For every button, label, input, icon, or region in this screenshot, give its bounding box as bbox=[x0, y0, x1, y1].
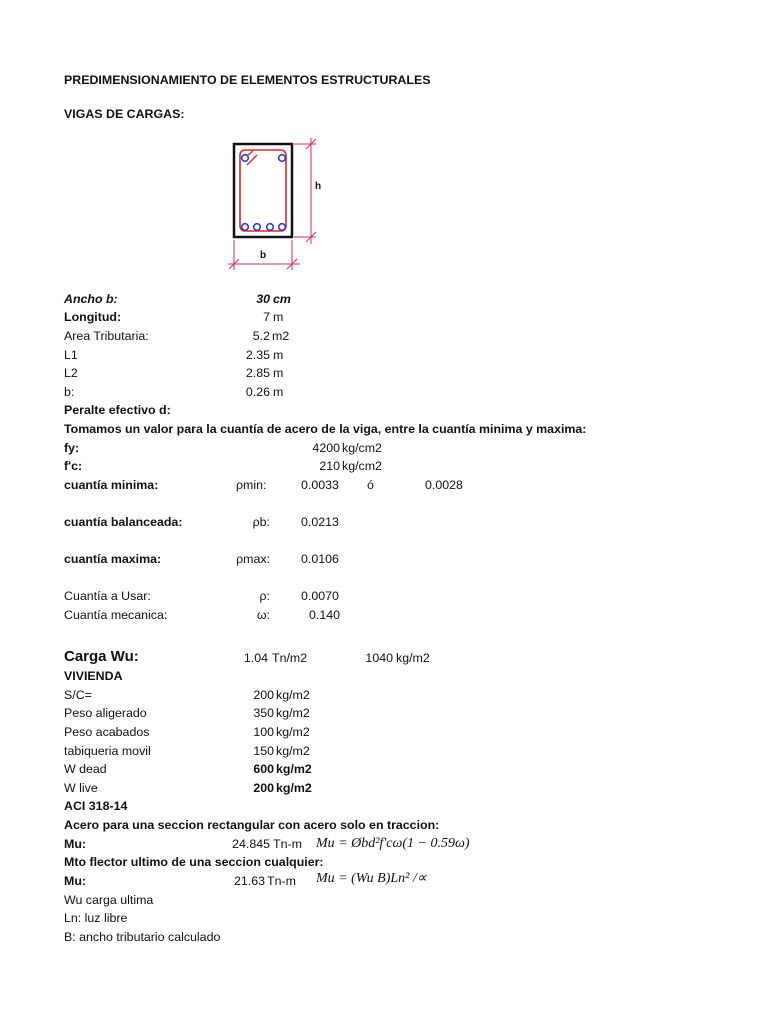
load-item-value: 100 bbox=[253, 725, 274, 739]
rebar-bottom bbox=[242, 224, 249, 231]
carga-wu-unit-tn: Tn/m2 bbox=[272, 651, 308, 665]
load-item-unit: kg/m2 bbox=[276, 744, 310, 758]
longitud-unit: m bbox=[273, 310, 284, 324]
cuantia-maxima-label: cuantía maxima: bbox=[64, 552, 162, 566]
section-title: VIGAS DE CARGAS: bbox=[64, 107, 185, 121]
cuantia-mecanica-value: 0.140 bbox=[308, 608, 340, 622]
cuantia-maxima-value: 0.0106 bbox=[301, 552, 339, 566]
l2-label: L2 bbox=[64, 366, 78, 380]
load-item-label: tabiqueria movil bbox=[64, 744, 151, 758]
b-unit: m bbox=[273, 385, 284, 399]
w-dead-label: W dead bbox=[64, 762, 107, 776]
cuantia-minima-alt: 0.0028 bbox=[425, 478, 463, 492]
fc-value: 210 bbox=[319, 459, 340, 473]
w-dead-value: 600 bbox=[253, 762, 274, 776]
mu2-label: Mu: bbox=[64, 874, 87, 888]
carga-wu-label: Carga Wu: bbox=[64, 648, 139, 665]
height-label: h bbox=[315, 181, 322, 192]
flexure-formula: Mu = Øbd²f'cω(1 − 0.59ω) bbox=[316, 836, 470, 851]
load-item-label: Peso acabados bbox=[64, 725, 150, 739]
cuantia-minima-value: 0.0033 bbox=[301, 478, 339, 492]
area-tributaria-label: Area Tributaria: bbox=[64, 329, 149, 343]
acero-text: Acero para una seccion rectangular con acero solo en traccion: bbox=[64, 818, 440, 832]
w-dead-unit: kg/m2 bbox=[276, 762, 312, 776]
longitud-value: 7 bbox=[263, 310, 270, 324]
l1-value: 2.35 bbox=[245, 348, 270, 362]
mu1-label: Mu: bbox=[64, 837, 87, 851]
fy-value: 4200 bbox=[312, 441, 340, 455]
load-item-label: S/C= bbox=[64, 688, 92, 702]
omega-symbol: ω: bbox=[256, 608, 270, 622]
fc-unit: kg/cm2 bbox=[342, 459, 382, 473]
steel-intro: Tomamos un valor para la cuantía de acero de la viga, entre la cuantía minima y maxima: bbox=[64, 422, 587, 436]
load-item-unit: kg/m2 bbox=[276, 688, 310, 702]
ancho-b-unit: cm bbox=[273, 292, 291, 306]
longitud-label: Longitud: bbox=[64, 310, 122, 324]
b-label: b: bbox=[64, 385, 75, 399]
rebar-bottom bbox=[279, 224, 286, 231]
wu-definition: Wu carga ultima bbox=[64, 893, 154, 907]
load-item-unit: kg/m2 bbox=[276, 725, 310, 739]
rho-symbol: ρ: bbox=[259, 589, 270, 603]
carga-wu-value-tn: 1.04 bbox=[243, 651, 268, 665]
load-item-value: 150 bbox=[253, 744, 274, 758]
area-tributaria-value: 5.2 bbox=[252, 329, 270, 343]
area-tributaria-unit: m2 bbox=[272, 329, 290, 343]
fy-label: fy: bbox=[64, 441, 80, 455]
cuantia-balanceada-label: cuantía balanceada: bbox=[64, 515, 183, 529]
width-label: b bbox=[260, 250, 267, 261]
mu2-value: 21.63 bbox=[233, 874, 265, 888]
fc-label: f'c: bbox=[64, 459, 83, 473]
rho-max-symbol: ρmax: bbox=[236, 552, 270, 566]
load-item-label: Peso aligerado bbox=[64, 706, 147, 720]
rebar-top-right bbox=[279, 155, 286, 162]
ancho-b-value: 30 bbox=[256, 292, 270, 306]
b-value: 0.26 bbox=[245, 385, 270, 399]
rebar-bottom bbox=[267, 224, 274, 231]
ancho-b-label: Ancho b: bbox=[64, 292, 118, 306]
cuantia-usar-value: 0.0070 bbox=[301, 589, 339, 603]
beam-section-diagram bbox=[220, 136, 340, 276]
rho-b-symbol: ρb: bbox=[252, 515, 270, 529]
cuantia-minima-label: cuantía minima: bbox=[64, 478, 159, 492]
mu1-value: 24.845 bbox=[232, 837, 270, 851]
rho-min-symbol: ρmin: bbox=[236, 478, 267, 492]
w-live-value: 200 bbox=[253, 781, 274, 795]
peralte-label: Peralte efectivo d: bbox=[64, 403, 171, 417]
or-text: ó bbox=[367, 478, 374, 492]
w-live-unit: kg/m2 bbox=[276, 781, 312, 795]
fy-unit: kg/cm2 bbox=[342, 441, 382, 455]
mu1-unit: Tn-m bbox=[273, 837, 302, 851]
ln-definition: Ln: luz libre bbox=[64, 911, 128, 925]
code-reference: ACI 318-14 bbox=[64, 799, 128, 813]
load-item-value: 200 bbox=[253, 688, 274, 702]
w-live-label: W live bbox=[64, 781, 98, 795]
load-item-unit: kg/m2 bbox=[276, 706, 310, 720]
mu2-unit: Tn-m bbox=[267, 874, 296, 888]
moment-formula: Mu = (Wu B)Ln² /∝ bbox=[316, 871, 427, 886]
rebar-bottom bbox=[254, 224, 261, 231]
l2-value: 2.85 bbox=[245, 366, 270, 380]
cuantia-usar-label: Cuantía a Usar: bbox=[64, 589, 151, 603]
mto-text: Mto flector ultimo de una seccion cualquier: bbox=[64, 855, 324, 869]
carga-wu-value-kg: 1040 bbox=[365, 651, 393, 665]
vivienda-label: VIVIENDA bbox=[64, 669, 123, 683]
l2-unit: m bbox=[273, 366, 284, 380]
b-definition: B: ancho tributario calculado bbox=[64, 930, 221, 944]
cuantia-mecanica-label: Cuantía mecanica: bbox=[64, 608, 168, 622]
load-item-value: 350 bbox=[253, 706, 274, 720]
rebar-top-left bbox=[242, 155, 249, 162]
l1-label: L1 bbox=[64, 348, 78, 362]
l1-unit: m bbox=[273, 348, 284, 362]
carga-wu-unit-kg: kg/m2 bbox=[396, 651, 430, 665]
cuantia-balanceada-value: 0.0213 bbox=[301, 515, 339, 529]
page-title: PREDIMENSIONAMIENTO DE ELEMENTOS ESTRUCTURALES bbox=[64, 73, 431, 87]
stirrup bbox=[240, 150, 286, 231]
